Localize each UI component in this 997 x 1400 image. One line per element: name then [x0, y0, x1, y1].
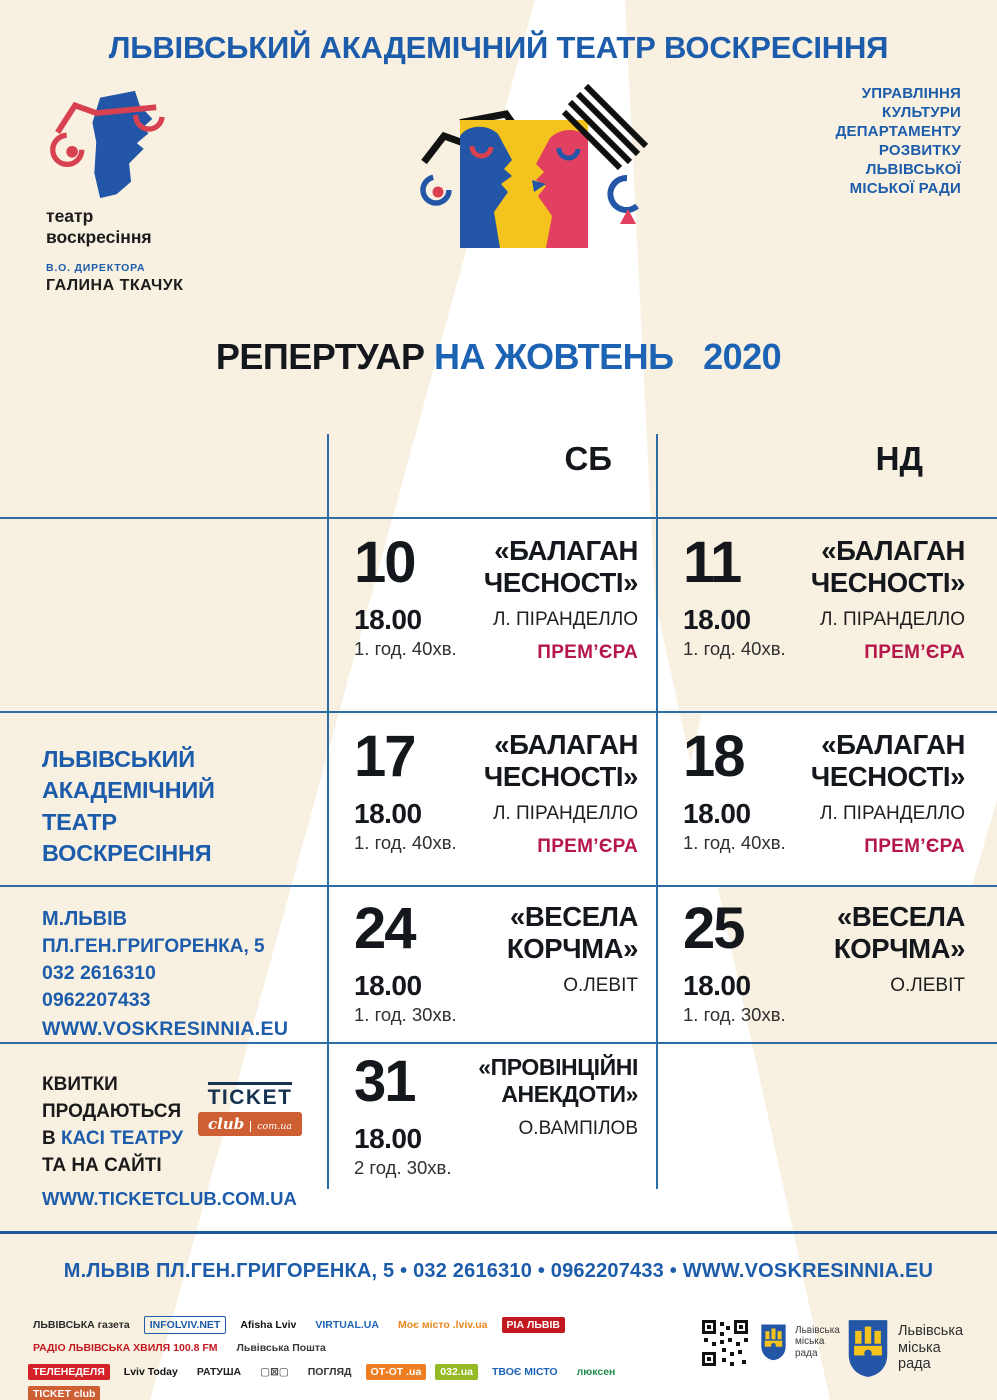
- partner-logo: VIRTUAL.UA: [315, 1319, 379, 1331]
- play-title: «БАЛАГАН ЧЕСНОСТІ»: [483, 535, 638, 599]
- show-duration: 1. год. 30хв.: [354, 1004, 457, 1026]
- director-name: ГАЛИНА ТКАЧУК: [46, 277, 184, 295]
- gov-line: МІСЬКОЇ РАДИ: [849, 180, 961, 198]
- theater-name-line: ТЕАТР: [42, 808, 117, 835]
- partner-logo: ПОГЛЯД: [307, 1366, 352, 1378]
- gov-line: КУЛЬТУРИ: [882, 104, 961, 122]
- play-title: «БАЛАГАН ЧЕСНОСТІ»: [810, 535, 965, 599]
- play-author: Л. ПІРАНДЕЛЛО: [819, 609, 965, 631]
- show-time: 18.00: [683, 604, 751, 636]
- qr-code: [700, 1318, 750, 1373]
- repertoire-year: 2020: [703, 336, 782, 377]
- footer-contact-line: М.ЛЬВІВ ПЛ.ГЕН.ГРИГОРЕНКА, 5 • 032 2616310 • 0962207433 • WWW.VOSKRESINNIA.EU: [63, 1260, 934, 1282]
- theater-name-line: АКАДЕМІЧНИЙ: [42, 777, 215, 804]
- director-label: В.О. ДИРЕКТОРА: [46, 262, 146, 275]
- table-row-divider: [0, 885, 997, 887]
- show-cell-oct-24: [327, 896, 656, 1026]
- gov-line: ЛЬВІВСЬКОЇ: [865, 161, 961, 179]
- theater-face-icon: [46, 84, 191, 206]
- show-date: 11: [683, 530, 741, 595]
- lviv-city-council-logo-large: [846, 1318, 963, 1378]
- theater-masks-logo: [414, 84, 652, 261]
- partner-logo: ▢⊠▢: [260, 1366, 289, 1378]
- show-time: 18.00: [354, 970, 422, 1002]
- partner-logo: ТЕЛЕНЕДЕЛЯ: [28, 1364, 110, 1380]
- address-city: М.ЛЬВІВ: [42, 908, 128, 930]
- city-administration-block: [836, 84, 961, 198]
- show-date: 18: [683, 724, 744, 789]
- lviv-crest-icon: [760, 1322, 787, 1362]
- show-time: 18.00: [354, 604, 422, 636]
- play-author: Л. ПІРАНДЕЛЛО: [492, 803, 638, 825]
- premiere-badge: ПРЕМ’ЄРА: [864, 836, 965, 858]
- show-duration: 1. год. 30хв.: [683, 1004, 786, 1026]
- show-cell-oct-17: [327, 724, 656, 858]
- theater-website: WWW.VOSKRESINNIA.EU: [42, 1017, 289, 1040]
- show-duration: 2 год. 30хв.: [354, 1157, 452, 1179]
- show-time: 18.00: [354, 1123, 422, 1155]
- gov-line: ДЕПАРТАМЕНТУ: [835, 123, 961, 141]
- sidebar-theater-name: [42, 744, 215, 869]
- tickets-line1: КВИТКИ: [42, 1074, 118, 1095]
- partner-logo: РІА ЛЬВІВ: [502, 1317, 565, 1333]
- theater-name-line: ВОСКРЕСІННЯ: [42, 839, 212, 866]
- play-title: «ВЕСЕЛА КОРЧМА»: [506, 901, 638, 965]
- show-duration: 1. год. 40хв.: [354, 832, 457, 854]
- sidebar-address-block: [42, 906, 288, 1043]
- gov-line: РОЗВИТКУ: [878, 142, 961, 160]
- table-row-divider: [0, 517, 997, 519]
- partner-logo: ЛЬВІВСЬКА газета: [33, 1319, 130, 1331]
- partner-logo: Lviv Today: [123, 1366, 178, 1378]
- address-phone1: 032 2616310: [42, 961, 156, 984]
- show-date: 24: [354, 896, 415, 961]
- premiere-badge: ПРЕМ’ЄРА: [864, 642, 965, 664]
- partner-logo: РАТУША: [196, 1366, 242, 1378]
- partner-logo: ТВОЄ МІСТО: [492, 1366, 558, 1378]
- repertoire-heading: [0, 336, 997, 378]
- show-cell-oct-31: [327, 1049, 656, 1179]
- partner-logo: Afisha Lviv: [240, 1319, 297, 1331]
- tickets-line4: ТА НА САЙТІ: [42, 1154, 162, 1176]
- show-time: 18.00: [683, 798, 751, 830]
- premiere-badge: ПРЕМ’ЄРА: [537, 836, 638, 858]
- show-time: 18.00: [683, 970, 751, 1002]
- show-date: 31: [354, 1049, 415, 1114]
- show-duration: 1. год. 40хв.: [683, 638, 786, 660]
- theater-masks-icon: [414, 84, 652, 256]
- ticketclub-logo-top: TICKET: [208, 1082, 293, 1110]
- tickets-line2: ПРОДАЮТЬСЯ: [42, 1100, 182, 1122]
- theater-name-line: ЛЬВІВСЬКИЙ: [42, 746, 195, 772]
- gov-line: УПРАВЛІННЯ: [861, 85, 961, 102]
- show-time: 18.00: [354, 798, 422, 830]
- lviv-crest-icon: [846, 1318, 890, 1378]
- theater-brand-line2: воскресіння: [46, 226, 152, 247]
- play-author: Л. ПІРАНДЕЛЛО: [492, 609, 638, 631]
- partner-logos: [28, 1316, 688, 1400]
- play-author: О.ЛЕВІТ: [563, 975, 638, 997]
- show-cell-oct-11: [656, 530, 997, 664]
- tickets-line3: В КАСІ ТЕАТРУ: [42, 1127, 184, 1149]
- city-council-label: Львівська міська рада: [795, 1324, 840, 1359]
- partner-logos-row1: [28, 1316, 688, 1356]
- show-date: 10: [354, 530, 415, 595]
- day-header-sunday: НД: [875, 440, 923, 477]
- day-header-saturday: СБ: [564, 440, 612, 477]
- ticketclub-website: WWW.TICKETCLUB.COM.UA: [42, 1187, 297, 1209]
- show-cell-oct-18: [656, 724, 997, 858]
- ticketclub-logo-tag: club com.ua: [198, 1112, 302, 1136]
- partner-logos-row2: [28, 1364, 688, 1400]
- partner-logo: INFOLVIV.NET: [144, 1316, 227, 1334]
- show-date: 25: [683, 896, 744, 961]
- play-author: О.ЛЕВІТ: [890, 975, 965, 997]
- play-title: «ПРОВІНЦІЙНІ АНЕКДОТИ»: [478, 1054, 638, 1107]
- show-date: 17: [354, 724, 415, 789]
- partner-logo: Львівська Пошта: [236, 1342, 326, 1354]
- play-title: «БАЛАГАН ЧЕСНОСТІ»: [810, 729, 965, 793]
- repertoire-word: РЕПЕРТУАР: [215, 336, 425, 377]
- play-author: О.ВАМПІЛОВ: [518, 1117, 638, 1139]
- city-council-label: Львівська міська рада: [898, 1322, 964, 1373]
- play-title: «БАЛАГАН ЧЕСНОСТІ»: [483, 729, 638, 793]
- play-title: «ВЕСЕЛА КОРЧМА»: [833, 901, 965, 965]
- partner-logo: РАДІО ЛЬВІВСЬКА ХВИЛЯ 100.8 FM: [33, 1342, 218, 1354]
- poster-title: ЛЬВІВСЬКИЙ АКАДЕМІЧНИЙ ТЕАТР ВОСКРЕСІННЯ: [108, 30, 889, 65]
- partner-logo: TICKET club: [28, 1386, 100, 1400]
- show-cell-oct-10: [327, 530, 656, 664]
- premiere-badge: ПРЕМ’ЄРА: [537, 642, 638, 664]
- lviv-city-council-logo-small: [760, 1322, 840, 1362]
- theater-logo: [46, 84, 296, 295]
- show-duration: 1. год. 40хв.: [354, 638, 457, 660]
- repertoire-month: НА ЖОВТЕНЬ: [433, 336, 674, 377]
- table-row-divider: [0, 711, 997, 713]
- address-street: ПЛ.ГЕН.ГРИГОРЕНКА, 5: [42, 935, 265, 957]
- partner-logo: люксен: [576, 1366, 616, 1378]
- partner-logo: ОТ-ОТ .ua: [366, 1364, 427, 1380]
- address-phone2: 0962207433: [42, 988, 151, 1011]
- footer-divider: [0, 1231, 997, 1234]
- show-duration: 1. год. 40хв.: [683, 832, 786, 854]
- ticketclub-logo: [198, 1082, 302, 1136]
- partner-logo: 032.ua: [435, 1364, 478, 1380]
- theater-brand-line1: театр: [46, 206, 94, 226]
- show-cell-oct-25: [656, 896, 997, 1026]
- partner-logo: Моє місто .lviv.ua: [397, 1319, 488, 1331]
- play-author: Л. ПІРАНДЕЛЛО: [819, 803, 965, 825]
